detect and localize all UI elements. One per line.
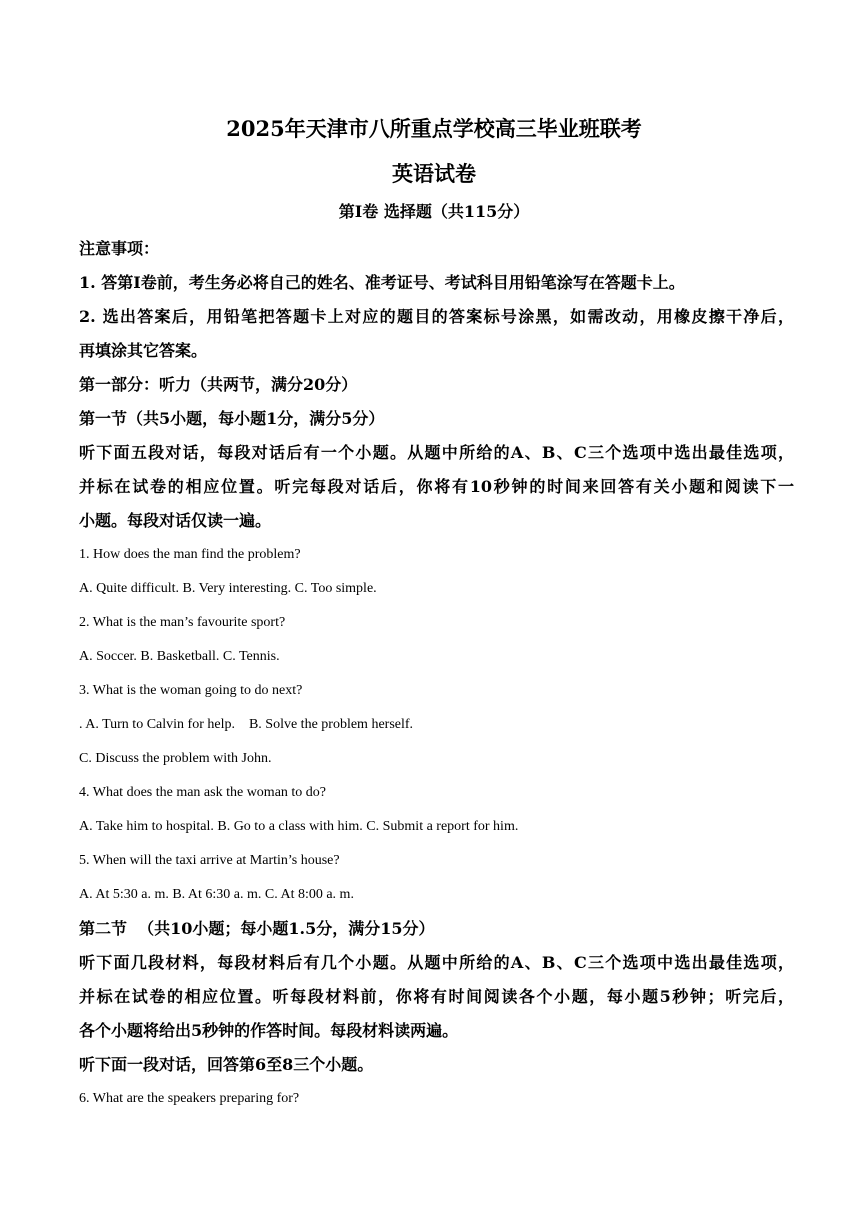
section2-instructions-line-3: 各个小题将给出5秒钟的作答时间。每段材料读两遍。 xyxy=(79,1021,459,1040)
section2-heading: 第二节 （共10小题；每小题1.5分，满分15分） xyxy=(79,919,435,938)
question-5-options: A. At 5:30 a. m. B. At 6:30 a. m. C. At 8:00 a. m. xyxy=(79,887,354,902)
question-5: 5. When will the taxi arrive at Martin’s house? xyxy=(79,853,340,868)
question-3: 3. What is the woman going to do next? xyxy=(79,683,303,698)
exam-title: 2025年天津市八所重点学校高三毕业班联考 xyxy=(226,116,642,141)
volume-title: 第Ⅰ卷 选择题（共115分） xyxy=(338,202,530,221)
question-3-options: . A. Turn to Calvin for help. B. Solve the problem herself. xyxy=(79,717,414,732)
dialog-intro: 听下面一段对话，回答第6至8三个小题。 xyxy=(79,1055,374,1074)
section1-heading: 第一节（共5小题，每小题1分，满分5分） xyxy=(79,409,385,428)
section1-instructions-line-1: 听下面五段对话，每段对话后有一个小题。从题中所给的A、B、C三个选项中选出最佳选项， xyxy=(79,443,794,462)
question-3-options-line-2: C. Discuss the problem with John. xyxy=(79,751,272,766)
question-4-options: A. Take him to hospital. B. Go to a class with him. C. Submit a report for him. xyxy=(79,819,519,834)
question-2-options: A. Soccer. B. Basketball. C. Tennis. xyxy=(79,649,280,664)
notice-item-2-line-2: 再填涂其它答案。 xyxy=(79,341,208,360)
section1-instructions-line-2: 并标在试卷的相应位置。听完每段对话后，你将有10秒钟的时间来回答有关小题和阅读下一 xyxy=(79,477,794,496)
section1-instructions-line-3: 小题。每段对话仅读一遍。 xyxy=(79,511,272,530)
question-4: 4. What does the man ask the woman to do? xyxy=(79,785,327,800)
subject-title: 英语试卷 xyxy=(392,161,476,186)
question-1-options: A. Quite difficult. B. Very interesting. C. Too simple. xyxy=(79,581,377,596)
question-2: 2. What is the man’s favourite sport? xyxy=(79,615,286,630)
notice-item-1: 1. 答第Ⅰ卷前，考生务必将自己的姓名、准考证号、考试科目用铅笔涂写在答题卡上。 xyxy=(79,273,685,292)
section2-instructions-line-2: 并标在试卷的相应位置。听每段材料前，你将有时间阅读各个小题，每小题5秒钟；听完后， xyxy=(79,987,794,1006)
part1-heading: 第一部分：听力（共两节，满分20分） xyxy=(79,375,358,394)
notice-item-2-line-1: 2. 选出答案后，用铅笔把答题卡上对应的题目的答案标号涂黑，如需改动，用橡皮擦干净后， xyxy=(79,307,794,326)
question-1: 1. How does the man find the problem? xyxy=(79,547,301,562)
notice-heading: 注意事项： xyxy=(79,239,160,258)
section2-instructions-line-1: 听下面几段材料，每段材料后有几个小题。从题中所给的A、B、C三个选项中选出最佳选项， xyxy=(79,953,794,972)
question-6: 6. What are the speakers preparing for? xyxy=(79,1091,300,1106)
